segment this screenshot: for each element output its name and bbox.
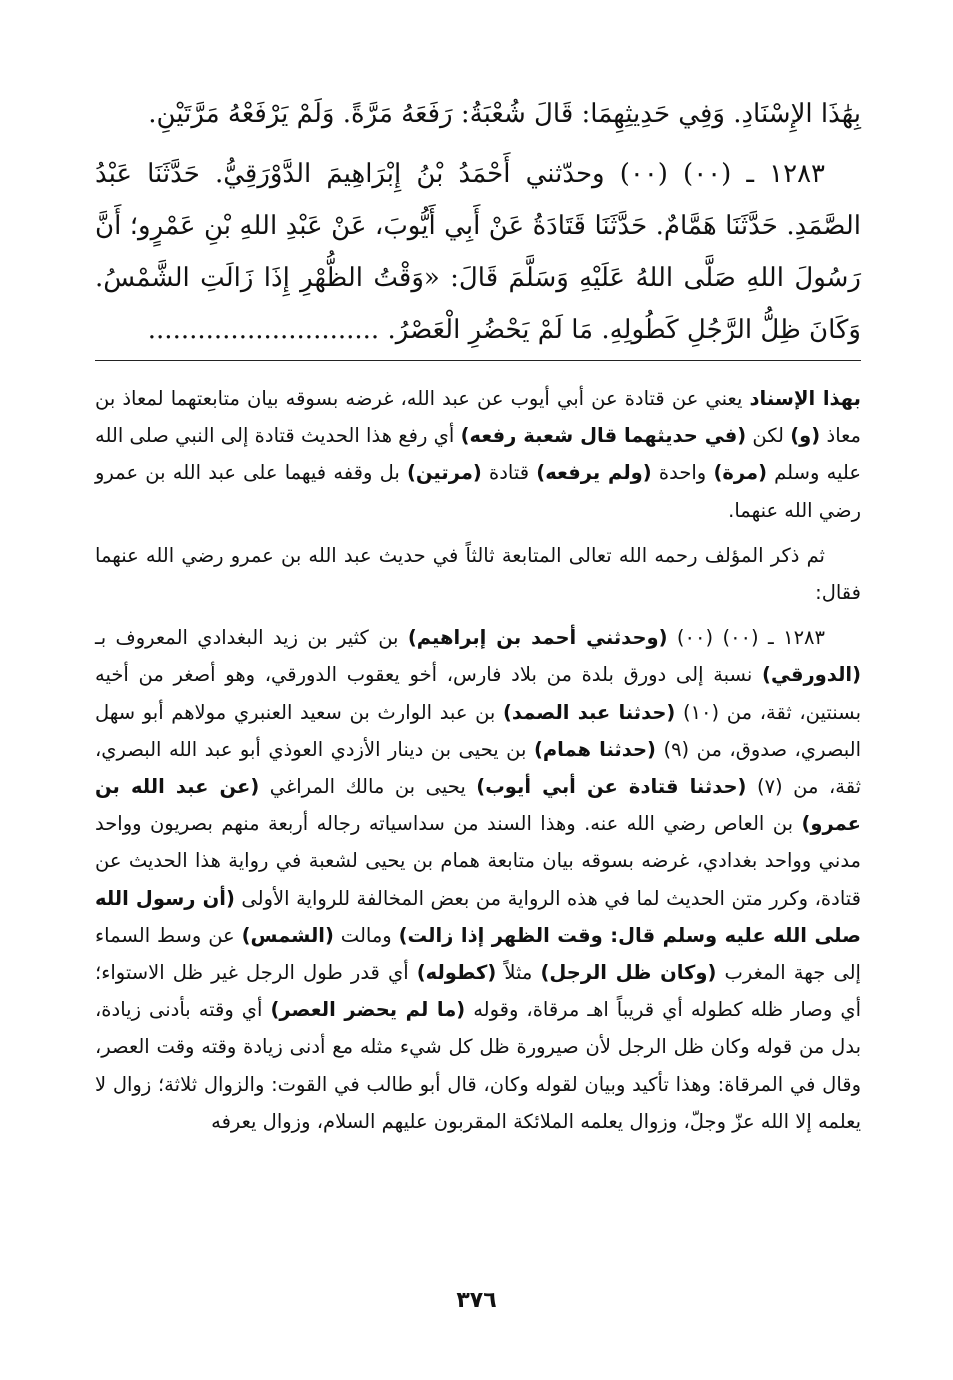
commentary-paragraph-1: بهذا الإسناد يعني عن قتادة عن أبي أيوب عن عبد الله، غرضه بسوقه بيان متابعتهما لمعاذ بن معاذ (و) لكن (في حديثهما قال شعبة رفعه) أي رفع هذا الحديث قتادة إلى النبي صلى الله عليه وسلم (مرة) واحدة (ولم يرفعه) قتادة (مرتين) بل وقفه فيهما على عبد الله بن عمرو رضي الله عنهما. — [95, 387, 861, 522]
bold-phrase: (مرة) — [713, 461, 767, 485]
hadith-continuation: بِهَٰذَا الإِسْنَادِ. وَفِي حَدِيثِهِمَا: قَالَ شُعْبَةُ: رَفَعَهُ مَرَّةً. وَلَمْ يَرْفَعْهُ مَرَّتَيْنِ. — [148, 99, 861, 129]
bold-phrase: (الشمس) — [241, 923, 334, 947]
bold-phrase: (أن رسول الله صلى الله عليه وسلم قال: وقت الظهر إذا زالت) — [95, 886, 861, 947]
bold-phrase: (حدثنا عبد الصمد) — [503, 700, 676, 724]
hadith-text-block — [95, 88, 861, 356]
bold-phrase: (ما لم يحضر العصر) — [270, 998, 466, 1022]
bold-phrase: (في حديثهما قال شعبة رفعه) — [460, 424, 747, 448]
bold-phrase: (عن عبد الله بن عمرو) — [95, 775, 861, 836]
bold-phrase: (الدورقي) — [762, 663, 861, 687]
bold-phrase: (وحدثني أحمد بن إبراهيم) — [407, 626, 668, 650]
bold-phrase: (وكان ظل الرجل) — [540, 961, 717, 985]
hadith-narration: ١٢٨٣ ـ (٠٠) (٠٠) وحدّثني أَحْمَدُ بْنُ إِبْرَاهِيمَ الدَّوْرَقِيُّ. حَدَّثَنَا عَبْدُ الصَّمَدِ. حَدَّثَنَا هَمَّامٌ. حَدَّثَنَا قَتَادَةُ عَنْ أَبِي أَيُّوبَ، عَنْ عَبْدِ اللهِ بْنِ عَمْرٍو؛ أَنَّ رَسُولَ اللهِ صَلَّى اللهُ عَلَيْهِ وَسَلَّمَ قَالَ: «وَقْتُ الظُّهْرِ إِذَا زَالَتِ الشَّمْسُ. وَكَانَ ظِلُّ الرَّجُلِ كَطُولِهِ. مَا لَمْ يَحْضُرِ الْعَصْرُ. ............................ — [95, 159, 861, 345]
commentary-paragraph-3: ١٢٨٣ ـ (٠٠) (٠٠) (وحدثني أحمد بن إبراهيم) بن كثير بن زيد البغدادي المعروف بـ (الدورقي) نسبة إلى دورق بلدة من بلاد فارس، أخو يعقوب الدورقي، وهو أصغر من أخيه بسنتين، ثقة، من (١٠) (حدثنا عبد الصمد) بن عبد الوارث بن سعيد العنبري مولاهم أبو سهل البصري، صدوق، من (٩) (حدثنا همام) بن يحيى بن دينار الأزدي العوذي أبو عبد الله البصري، ثقة، من (٧) (حدثنا قتادة عن أبي أيوب) يحيى بن مالك المراغي (عن عبد الله بن عمرو) بن العاص رضي الله عنه. وهذا السند من سداسياته رجاله أربعة منهم بصريون وواحد مدني وواحد بغدادي، غرضه بسوقه بيان متابعة همام بن يحيى لشعبة في رواية هذا الحديث عن قتادة، وكرر متن الحديث لما في هذه الرواية من بعض المخالفة للرواية الأولى (أن رسول الله صلى الله عليه وسلم قال: وقت الظهر إذا زالت) ومالت (الشمس) عن وسط السماء إلى جهة المغرب (وكان ظل الرجل) مثلاً (كطوله) أي قدر طول الرجل غير ظل الاستواء؛ أي وصار ظله كطوله أي قريباً اهـ مرقاة، وقوله (ما لم يحضر العصر) أي وقته بأدنى زيادة، بدل من قوله وكان ظل الرجل لأن صيرورة ظل كل شيء مثله مع أدنى زيادة وقته وقت العصر، وقال في المرقاة: وهذا تأكيد وبيان لقوله وكان، قال أبو طالب في القوت: والزوال ثلاثة؛ زوال لا يعلمه إلا الله عزّ وجلّ، وزوال يعلمه الملائكة المقربون عليهم السلام، وزوال يعرفه — [95, 626, 862, 1133]
bold-phrase: (ولم يرفعه) — [536, 461, 652, 485]
bold-phrase: (و) — [790, 424, 821, 448]
commentary-paragraph-2: ثم ذكر المؤلف رحمه الله تعالى المتابعة ثالثاً في حديث عبد الله بن عمرو رضي الله عنهما فقال: — [95, 543, 861, 605]
footnote-divider — [95, 360, 861, 361]
bold-phrase: (حدثنا همام) — [533, 737, 656, 761]
commentary-block — [95, 380, 861, 1140]
bold-phrase: (حدثنا قتادة عن أبي أيوب) — [476, 775, 747, 799]
bold-phrase: بهذا الإسناد — [749, 387, 861, 410]
page-number: ٣٧٦ — [456, 1288, 497, 1313]
bold-phrase: (مرتين) — [406, 461, 482, 485]
bold-phrase: (كطوله) — [416, 961, 497, 985]
